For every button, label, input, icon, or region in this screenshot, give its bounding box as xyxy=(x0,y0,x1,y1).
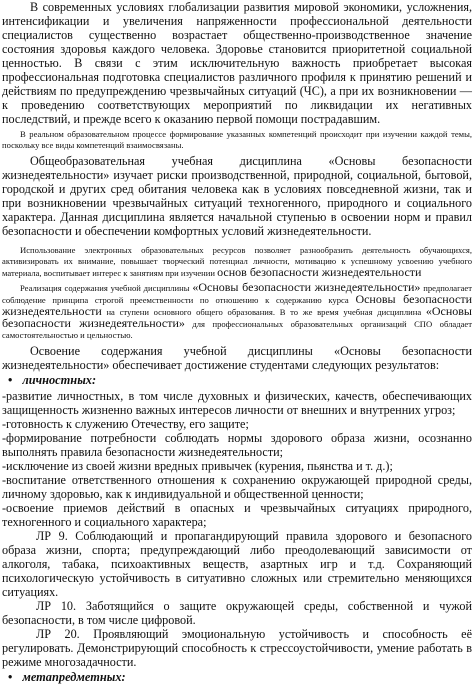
realization-part-2: предполагает соблюдение принципа строгой преемственности по отношению к содержанию курса xyxy=(2,283,472,305)
list-item: -готовность к служению Отечеству, его защите; xyxy=(2,417,249,431)
resources-text: Использование электронных образовательных ресурсов позволяет разнообразить деятельность обучающихся, активизировать их внимание, повышает творческий потенциал личности, мотивацию к успешному усвоению учебного материала, воспитывает интерес к занятиям при изучении xyxy=(2,245,472,278)
meta-results-label: метапредметных: xyxy=(22,670,126,684)
list-item: -исключение из своей жизни вредных привычек (курения, пьянства и т. д.); xyxy=(2,459,393,473)
meta-results-heading xyxy=(8,670,472,685)
realization-emphasis-3: «Основы безопасности жизнедеятельности» xyxy=(2,304,472,330)
list-item: -формирование потребности соблюдать нормы здорового образа жизни, осознанно выполнять правила безопасности жизнедеятельности; xyxy=(2,431,472,459)
realization-emphasis-2: Основы безопасности жизнедеятельности xyxy=(2,292,472,318)
personal-results-list xyxy=(2,389,472,529)
personal-results-heading xyxy=(8,373,472,388)
mastery-paragraph: Освоение содержания учебной дисциплины «Основы безопасности жизнедеятельности» обеспечивает достижение студентами следующих результатов: xyxy=(2,344,472,372)
resources-emphasis: основ безопасности жизнедеятельности xyxy=(217,265,422,279)
lr-item: ЛР 10. Заботящийся о защите окружающей среды, собственной и чужой безопасности, в том числе цифровой. xyxy=(2,599,472,627)
resources-paragraph xyxy=(2,245,472,279)
personal-results-label: личностных: xyxy=(22,373,97,387)
list-item: -воспитание ответственного отношения к сохранению окружающей природной среды, личному здоровью, как к индивидуальной и общественной ценности; xyxy=(2,473,472,501)
realization-paragraph xyxy=(2,282,472,341)
list-item: -освоение приемов действий в опасных и чрезвычайных ситуациях природного, техногенного и социального характера; xyxy=(2,501,472,529)
intro-paragraph: В современных условиях глобализации развития мировой экономики, усложнения, интенсификации и увеличения напряженности профессиональной деятельности специалистов существенно возрастает общественно-производственное значение состояния здоровья каждого человека. Здоровье становится приоритетной социальной ценностью. В связи с этим исключительную важность приобретает высокая профессиональная подготовка специалистов различного профиля к принятию решений и действиям по предупреждению чрезвычайных ситуаций (ЧС), а при их возникновении — к проведению соответствующих мероприятий по ликвидации их негативных последствий, и прежде всего к оказанию первой помощи пострадавшим. xyxy=(2,0,472,126)
lr-list xyxy=(2,529,472,669)
lr-item: ЛР 20. Проявляющий эмоциональную устойчивость и способность её регулировать. Демонстрирующий способность к стрессоустойчивости, умение работать в режиме многозадачности. xyxy=(2,627,472,669)
realization-part-4: для профессиональных образовательных организаций СПО обладает самостоятельностью и цельностью. xyxy=(2,319,472,340)
competence-note: В реальном образовательном процессе формирование указанных компетенций происходит при изучении каждой темы, поскольку все виды компетенций взаимосвязаны. xyxy=(2,129,472,150)
realization-part-3: на ступени основного общего образования. В то же время учебная дисциплина xyxy=(101,307,426,317)
discipline-paragraph: Общеобразовательная учебная дисциплина «Основы безопасности жизнедеятельности» изучает риски производственной, природной, социальной, бытовой, городской и других сред обитания человека как в условиях повседневной жизни, так и при возникновении чрезвычайных ситуаций техногенного, природного и социального характера. Данная дисциплина является начальной ступенью в освоении норм и правил безопасности и обеспечении комфортных условий жизнедеятельности. xyxy=(2,154,472,238)
list-item: -развитие личностных, в том числе духовных и физических, качеств, обеспечивающих защищенность жизненно важных интересов личности от внешних и внутренних угроз; xyxy=(2,389,472,417)
bullet-icon: • xyxy=(8,670,13,684)
bullet-icon: • xyxy=(8,373,13,387)
realization-emphasis-1: «Основы безопасности жизнедеятельности» xyxy=(192,280,421,294)
realization-part-1: Реализация содержания учебной дисциплины xyxy=(20,283,193,293)
lr-item: ЛР 9. Соблюдающий и пропагандирующий правила здорового и безопасного образа жизни, спорта; предупреждающий либо преодолевающий зависимости от алкоголя, табака, психоактивных веществ, азартных игр и т.д. Сохраняющий психологическую устойчивость в ситуативно сложных или стремительно меняющихся ситуациях. xyxy=(2,529,472,599)
